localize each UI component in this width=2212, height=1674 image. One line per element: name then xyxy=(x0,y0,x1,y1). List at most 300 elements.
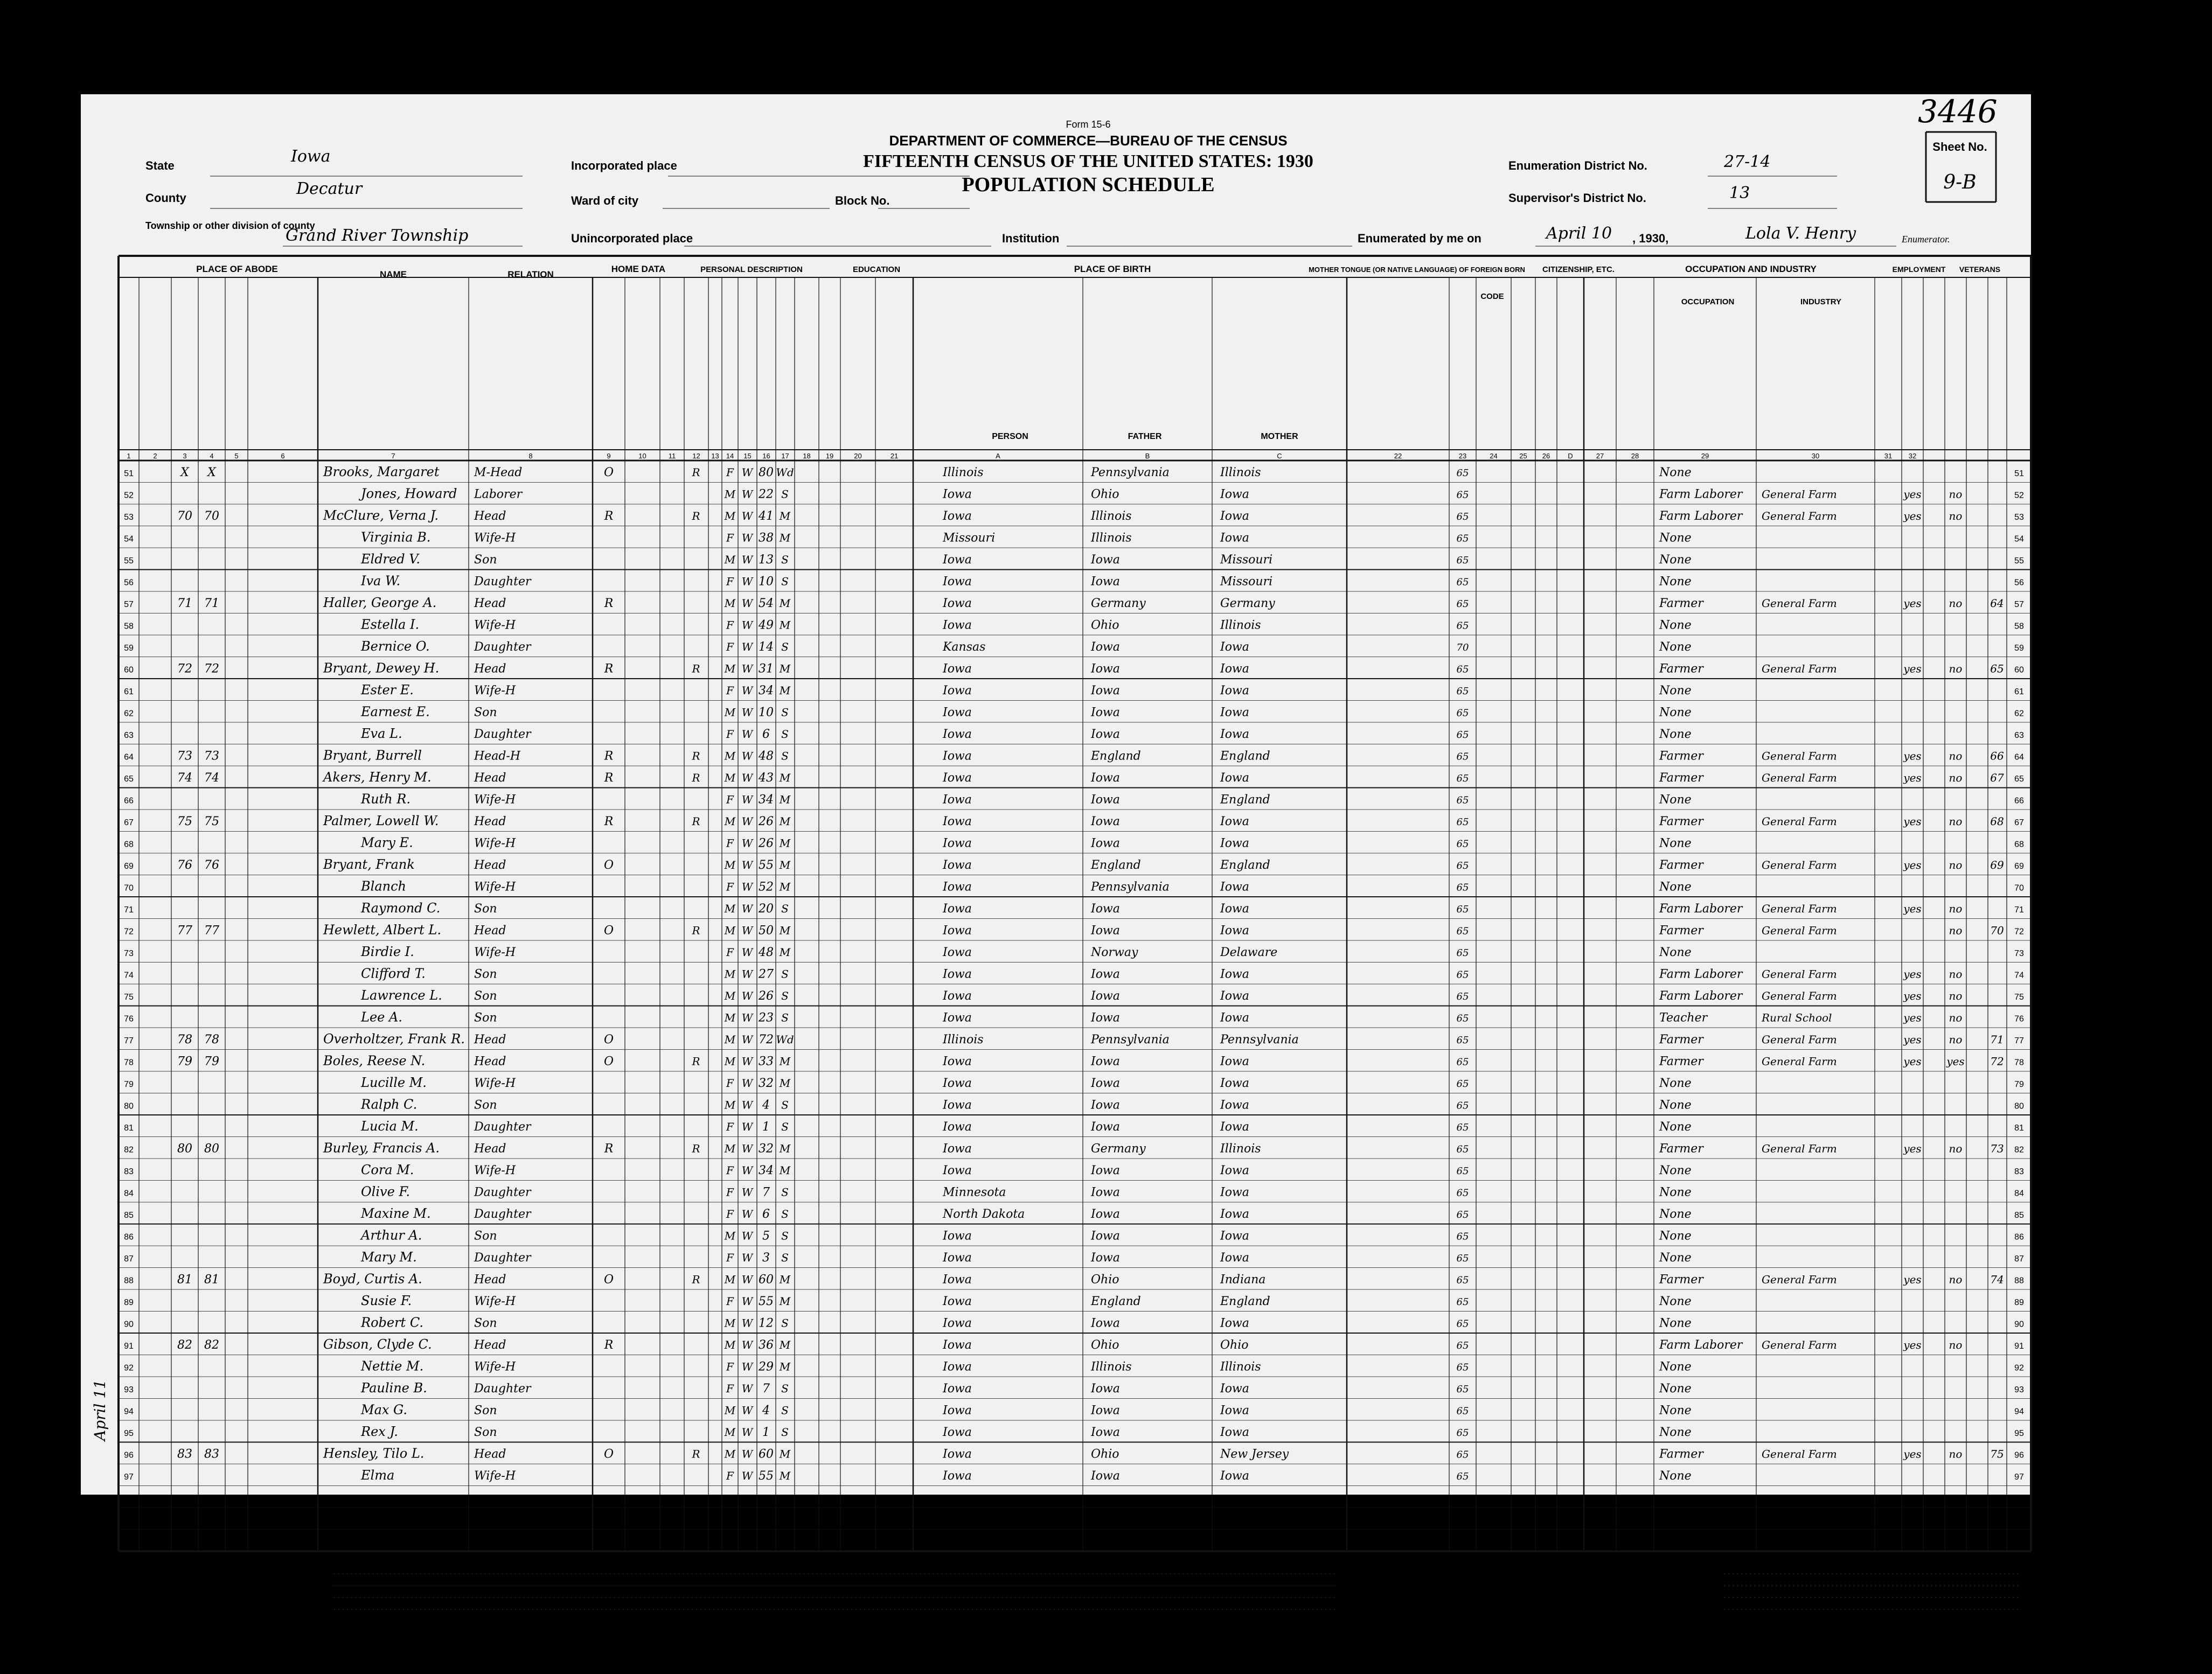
relationship: Head xyxy=(474,815,506,829)
dwelling-number: 71 xyxy=(177,597,192,611)
occupation: Teacher xyxy=(1659,1011,1708,1025)
line-number: 67 xyxy=(124,818,134,828)
employed: yes xyxy=(1903,967,1922,981)
age: 23 xyxy=(759,1011,774,1025)
column-number-15: 15 xyxy=(743,452,752,460)
marital-status: S xyxy=(781,553,789,567)
dwelling-number: 73 xyxy=(177,749,192,763)
veteran: no xyxy=(1949,1447,1963,1461)
industry: General Farm xyxy=(1762,749,1837,763)
line-number-right: 74 xyxy=(2014,971,2024,980)
relationship: Wife-H xyxy=(474,1360,516,1374)
relationship: Daughter xyxy=(474,640,531,654)
birthplace-mother: Iowa xyxy=(1220,815,1249,829)
industry: General Farm xyxy=(1762,902,1837,916)
relationship: Daughter xyxy=(474,575,531,589)
industry: General Farm xyxy=(1762,989,1837,1003)
race: W xyxy=(741,1120,753,1134)
margin-note: April 11 xyxy=(91,1379,109,1441)
birthplace-person: Iowa xyxy=(943,728,972,742)
person-name: Arthur A. xyxy=(361,1227,422,1243)
nativity-code: 65 xyxy=(1456,1078,1469,1090)
relationship: Head xyxy=(474,510,506,524)
veteran: yes xyxy=(1946,1055,1965,1068)
radio-set: R xyxy=(692,1142,700,1155)
birthplace-mother: Illinois xyxy=(1220,466,1261,480)
nativity-code: 65 xyxy=(1456,1122,1469,1134)
birthplace-person: Iowa xyxy=(943,1295,972,1309)
employed: yes xyxy=(1903,989,1922,1003)
age: 4 xyxy=(762,1404,770,1418)
occupation: None xyxy=(1659,1251,1692,1265)
line-number: 51 xyxy=(124,469,134,479)
occupation: Farmer xyxy=(1659,662,1703,676)
relationship: Wife-H xyxy=(474,793,516,807)
sex: F xyxy=(726,1295,734,1308)
birthplace-father: England xyxy=(1091,859,1141,873)
family-number: 80 xyxy=(204,1142,219,1156)
sex: M xyxy=(724,1338,736,1352)
nativity-code: 65 xyxy=(1456,773,1469,785)
tongue-header: MOTHER TONGUE (OR NATIVE LANGUAGE) OF FOREIGN BORN xyxy=(1309,266,1525,274)
ed-value: 27-14 xyxy=(1724,152,1771,171)
race: W xyxy=(741,859,753,872)
marital-status: M xyxy=(779,1338,791,1352)
birthplace-father: England xyxy=(1091,749,1141,763)
birthplace-mother: Iowa xyxy=(1220,902,1249,916)
line-number: 57 xyxy=(124,600,134,610)
occupation: None xyxy=(1659,1077,1692,1091)
veteran: no xyxy=(1949,902,1963,916)
relationship: Head xyxy=(474,924,506,938)
person-name: Boles, Reese N. xyxy=(323,1053,426,1069)
marital-status: M xyxy=(779,1295,791,1308)
birthplace-father: Iowa xyxy=(1091,662,1120,676)
occupation: None xyxy=(1659,553,1692,567)
employed: yes xyxy=(1903,815,1922,828)
birthplace-father: Iowa xyxy=(1091,728,1120,742)
sex: M xyxy=(724,815,736,828)
person-name: Raymond C. xyxy=(361,901,441,916)
dwelling-number: 80 xyxy=(177,1142,192,1156)
age: 7 xyxy=(762,1185,770,1199)
ward-label: Ward of city xyxy=(571,194,639,207)
line-number: 94 xyxy=(124,1407,134,1417)
column-number-29: 29 xyxy=(1701,452,1709,460)
nativity-code: 65 xyxy=(1456,904,1469,916)
birthplace-person: Iowa xyxy=(943,749,972,763)
race: W xyxy=(741,989,753,1003)
age: 32 xyxy=(759,1077,774,1091)
line-number-right: 86 xyxy=(2014,1232,2024,1242)
line-number: 88 xyxy=(124,1276,134,1286)
race: W xyxy=(741,1251,753,1265)
sex: F xyxy=(726,946,734,959)
family-number: 77 xyxy=(204,924,219,938)
form-number: Form 15-6 xyxy=(1066,119,1111,130)
line-number: 63 xyxy=(124,731,134,741)
birthplace-person: Iowa xyxy=(943,1120,972,1134)
relationship: Daughter xyxy=(474,1185,531,1199)
employed: yes xyxy=(1903,1338,1922,1352)
column-number-8: 8 xyxy=(528,452,533,460)
birthplace-person: Iowa xyxy=(943,1404,972,1418)
employed: yes xyxy=(1903,1447,1922,1461)
occupation: None xyxy=(1659,640,1692,654)
person-name: Overholtzer, Frank R. xyxy=(323,1031,465,1047)
sex: M xyxy=(724,1142,736,1155)
nativity-code: 65 xyxy=(1456,1253,1469,1265)
sex: M xyxy=(724,1033,736,1047)
line-number: 65 xyxy=(124,775,134,784)
nativity-code: 65 xyxy=(1456,1143,1469,1155)
township-value: Grand River Township xyxy=(286,226,469,245)
birthplace-mother: Iowa xyxy=(1220,1208,1249,1222)
sex: M xyxy=(724,1404,736,1417)
column-number-16: 16 xyxy=(762,452,770,460)
father-col-header: FATHER xyxy=(1128,432,1162,441)
person-name: Susie F. xyxy=(361,1293,412,1309)
column-number-30: 30 xyxy=(1811,452,1820,460)
home-tenure: O xyxy=(603,1033,614,1047)
race: W xyxy=(741,1011,753,1024)
birthplace-mother: Iowa xyxy=(1220,1185,1249,1199)
line-number: 83 xyxy=(124,1167,134,1177)
race: W xyxy=(741,1164,753,1177)
nativity-code: 65 xyxy=(1456,1013,1469,1024)
relationship: Head xyxy=(474,859,506,873)
marital-status: M xyxy=(779,771,791,785)
birthplace-father: Iowa xyxy=(1091,793,1120,807)
birthplace-father: Pennsylvania xyxy=(1091,1033,1170,1047)
birthplace-person: Iowa xyxy=(943,1142,972,1156)
family-number: 82 xyxy=(204,1338,219,1352)
birthplace-father: Iowa xyxy=(1091,1382,1120,1396)
line-number: 78 xyxy=(124,1058,134,1068)
birthplace-mother: Iowa xyxy=(1220,640,1249,654)
birthplace-mother: Iowa xyxy=(1220,836,1249,850)
family-number: 78 xyxy=(204,1033,219,1047)
dwelling-number: 72 xyxy=(177,662,192,676)
birthplace-mother: Ohio xyxy=(1220,1338,1249,1352)
occupation: Farmer xyxy=(1659,749,1703,763)
marital-status: S xyxy=(781,989,789,1003)
line-number: 66 xyxy=(124,796,134,806)
column-number-7: 7 xyxy=(391,452,395,460)
birthplace-father: Iowa xyxy=(1091,1098,1120,1112)
column-number-9: 9 xyxy=(607,452,611,460)
family-number: 73 xyxy=(204,749,219,763)
radio-set: R xyxy=(692,1055,700,1068)
person-name: Bryant, Frank xyxy=(323,857,415,873)
occupation: None xyxy=(1659,1229,1692,1243)
birthplace-mother: Iowa xyxy=(1220,706,1249,720)
birthplace-mother: Indiana xyxy=(1220,1273,1266,1287)
farm-schedule-number: 65 xyxy=(1990,662,2004,675)
family-number: 70 xyxy=(204,510,219,524)
nativity-code: 65 xyxy=(1456,969,1469,981)
line-number-right: 60 xyxy=(2014,665,2024,675)
relationship: Wife-H xyxy=(474,1164,516,1178)
dwelling-number: 82 xyxy=(177,1338,192,1352)
family-number: X xyxy=(207,466,216,480)
occupation: Farm Laborer xyxy=(1659,510,1743,524)
industry: General Farm xyxy=(1762,597,1837,610)
nativity-code: 65 xyxy=(1456,794,1469,806)
occupation: None xyxy=(1659,1404,1692,1418)
birthplace-person: Iowa xyxy=(943,1251,972,1265)
race: W xyxy=(741,575,753,588)
birthplace-father: England xyxy=(1091,1295,1141,1309)
age: 6 xyxy=(762,1208,770,1222)
farm-schedule-number: 74 xyxy=(1990,1273,2004,1286)
line-number-right: 88 xyxy=(2014,1276,2024,1286)
line-number: 64 xyxy=(124,752,134,762)
home-tenure: R xyxy=(604,510,614,524)
marital-status: S xyxy=(781,1316,789,1330)
radio-set: R xyxy=(692,1273,700,1286)
person-name: Mary E. xyxy=(361,835,413,850)
birthplace-person: North Dakota xyxy=(943,1208,1025,1222)
birthplace-mother: Iowa xyxy=(1220,967,1249,981)
birthplace-father: Iowa xyxy=(1091,706,1120,720)
race: W xyxy=(741,1077,753,1090)
age: 12 xyxy=(759,1316,774,1330)
family-number: 71 xyxy=(204,597,219,611)
race: W xyxy=(741,1273,753,1286)
family-number: 81 xyxy=(204,1273,219,1287)
dwelling-number: 74 xyxy=(177,771,192,785)
person-name: Iva W. xyxy=(361,573,401,589)
marital-status: M xyxy=(779,1142,791,1155)
sex: M xyxy=(724,662,736,675)
race: W xyxy=(741,771,753,785)
veteran: no xyxy=(1949,967,1963,981)
veteran: no xyxy=(1949,771,1963,785)
employed: yes xyxy=(1903,771,1922,785)
race: W xyxy=(741,880,753,894)
nativity-code: 65 xyxy=(1456,468,1469,479)
marital-status: S xyxy=(781,1404,789,1417)
race: W xyxy=(741,1447,753,1461)
race: W xyxy=(741,967,753,981)
column-number-31: 31 xyxy=(1884,452,1893,460)
home-tenure: O xyxy=(603,1273,614,1287)
nativity-code: 65 xyxy=(1456,1296,1469,1308)
relationship: Son xyxy=(474,967,497,981)
line-number-right: 70 xyxy=(2014,883,2024,893)
nativity-code: 70 xyxy=(1456,642,1469,654)
sd-value: 13 xyxy=(1729,184,1750,203)
line-number-right: 61 xyxy=(2014,687,2024,697)
line-number: 85 xyxy=(124,1211,134,1220)
sex: M xyxy=(724,510,736,523)
race: W xyxy=(741,487,753,501)
radio-set: R xyxy=(692,924,700,937)
race: W xyxy=(741,1469,753,1483)
line-number-right: 68 xyxy=(2014,840,2024,849)
line-number: 89 xyxy=(124,1298,134,1308)
person-name: Olive F. xyxy=(361,1184,410,1199)
race: W xyxy=(741,1142,753,1155)
home-tenure: R xyxy=(604,815,614,829)
relationship: Son xyxy=(474,706,497,720)
sex: F xyxy=(726,531,734,545)
birthplace-person: Iowa xyxy=(943,510,972,524)
line-number-right: 63 xyxy=(2014,731,2024,741)
line-number: 82 xyxy=(124,1145,134,1155)
person-name: Bryant, Dewey H. xyxy=(323,660,440,676)
occupation: None xyxy=(1659,1120,1692,1134)
enumerator-label: Enumerator. xyxy=(1902,234,1950,245)
birthplace-person: Iowa xyxy=(943,793,972,807)
line-number-right: 85 xyxy=(2014,1211,2024,1220)
line-number-right: 79 xyxy=(2014,1080,2024,1090)
line-number: 68 xyxy=(124,840,134,849)
abbreviations-title: ABBREVIATIONS TO BE USED IN COLUMNS INDICATED: xyxy=(96,1558,345,1568)
department-title: DEPARTMENT OF COMMERCE—BUREAU OF THE CENSUS xyxy=(889,132,1288,149)
relationship: Head xyxy=(474,662,506,676)
home-tenure: R xyxy=(604,662,614,676)
age: 26 xyxy=(759,815,774,829)
entries-title: ENTRIES ARE REQUIRED IN THE SEVERAL COLUMNS AS FOLLOWS: xyxy=(1392,1571,1679,1580)
sex: F xyxy=(726,466,734,479)
line-number: 54 xyxy=(124,534,134,544)
line-number-right: 51 xyxy=(2014,469,2024,479)
line-number-right: 91 xyxy=(2014,1342,2024,1351)
line-number-right: 55 xyxy=(2014,556,2024,566)
column-number-20: 20 xyxy=(854,452,862,460)
column-number-C: C xyxy=(1277,452,1282,460)
age: 60 xyxy=(759,1273,774,1287)
line-number-right: 100 xyxy=(2012,1538,2027,1547)
occupation: None xyxy=(1659,706,1692,720)
column-number-14: 14 xyxy=(726,452,734,460)
birthplace-person: Iowa xyxy=(943,771,972,785)
occupation-col-header: OCCUPATION xyxy=(1681,297,1735,306)
marital-status: S xyxy=(781,1185,789,1199)
dwelling-number: 76 xyxy=(177,859,192,873)
radio-set: R xyxy=(692,662,700,675)
schedule-form xyxy=(81,93,2031,1624)
birthplace-father: Iowa xyxy=(1091,684,1120,698)
race: W xyxy=(741,924,753,937)
birthplace-father: Iowa xyxy=(1091,1077,1120,1091)
relationship: Son xyxy=(474,1011,497,1025)
line-number: 60 xyxy=(124,665,134,675)
birthplace-mother: Illinois xyxy=(1220,618,1261,632)
line-number: 91 xyxy=(124,1342,134,1351)
occupation: None xyxy=(1659,466,1692,480)
person-name: Palmer, Lowell W. xyxy=(323,813,439,829)
sex: F xyxy=(726,1077,734,1090)
occupation: None xyxy=(1659,684,1692,698)
line-number: 73 xyxy=(124,949,134,959)
birthplace-father: Ohio xyxy=(1091,487,1119,501)
marital-status: S xyxy=(781,1229,789,1243)
birthplace-mother: Iowa xyxy=(1220,1077,1249,1091)
state-label: State xyxy=(145,159,175,172)
ed-label: Enumeration District No. xyxy=(1508,159,1647,172)
family-number: 76 xyxy=(204,859,219,873)
birthplace-person: Iowa xyxy=(943,967,972,981)
sex: M xyxy=(724,1229,736,1243)
birthplace-person: Illinois xyxy=(943,466,984,480)
citizenship-header: CITIZENSHIP, ETC. xyxy=(1542,265,1615,274)
occupation: None xyxy=(1659,1208,1692,1222)
column-number-3: 3 xyxy=(183,452,187,460)
line-number-right: 99 xyxy=(2014,1516,2024,1526)
occupation: Farmer xyxy=(1659,1273,1703,1287)
line-number-right: 87 xyxy=(2014,1254,2024,1264)
person-name: Pauline B. xyxy=(361,1380,427,1396)
marital-status: Wd xyxy=(776,466,794,479)
radio-set: R xyxy=(692,771,700,785)
person-name: Eva L. xyxy=(361,726,402,742)
occupation: None xyxy=(1659,1426,1692,1440)
age: 36 xyxy=(759,1338,774,1352)
veterans-header: VETERANS xyxy=(1959,265,2001,274)
relationship: Head xyxy=(474,1338,506,1352)
birthplace-father: Iowa xyxy=(1091,553,1120,567)
birthplace-person: Iowa xyxy=(943,1338,972,1352)
line-number: 95 xyxy=(124,1429,134,1439)
occupation: None xyxy=(1659,946,1692,960)
race: W xyxy=(741,662,753,675)
birthplace-mother: England xyxy=(1220,1295,1270,1309)
line-number-right: 64 xyxy=(2014,752,2024,762)
birthplace-mother: Iowa xyxy=(1220,531,1249,545)
person-name: Rex J. xyxy=(361,1424,398,1440)
relationship: Laborer xyxy=(474,487,523,501)
sex: F xyxy=(726,728,734,741)
sex: F xyxy=(726,575,734,588)
line-number-right: 82 xyxy=(2014,1145,2024,1155)
birthplace-person: Iowa xyxy=(943,597,972,611)
nativity-code: 65 xyxy=(1456,1166,1469,1177)
relationship: Wife-H xyxy=(474,1077,516,1091)
person-name: Earnest E. xyxy=(361,704,430,720)
line-number: 86 xyxy=(124,1232,134,1242)
race: W xyxy=(741,1229,753,1243)
nativity-code: 65 xyxy=(1456,925,1469,937)
relationship: Head xyxy=(474,1142,506,1156)
birthplace-father: Ohio xyxy=(1091,1273,1119,1287)
farm-schedule-number: 71 xyxy=(1990,1033,2004,1047)
relationship: Daughter xyxy=(474,1382,531,1396)
relationship: Son xyxy=(474,989,497,1003)
birthplace-person: Iowa xyxy=(943,1077,972,1091)
birthplace-person: Iowa xyxy=(943,487,972,501)
birthplace-mother: Iowa xyxy=(1220,1251,1249,1265)
veteran: no xyxy=(1949,662,1963,675)
occupation: None xyxy=(1659,728,1692,742)
relationship: Wife-H xyxy=(474,684,516,698)
enumeration-date: April 10 xyxy=(1546,224,1612,243)
birthplace-father: Iowa xyxy=(1091,771,1120,785)
occupation: Farm Laborer xyxy=(1659,487,1743,501)
line-number: 80 xyxy=(124,1101,134,1111)
radio-set: R xyxy=(692,510,700,523)
person-name: Gibson, Clyde C. xyxy=(323,1337,432,1352)
employed: yes xyxy=(1903,510,1922,523)
person-name: McClure, Verna J. xyxy=(323,508,439,524)
line-number-right: 56 xyxy=(2014,578,2024,588)
radio-set: R xyxy=(692,1447,700,1461)
line-number: 79 xyxy=(124,1080,134,1090)
nativity-code: 65 xyxy=(1456,1056,1469,1068)
occupation: None xyxy=(1659,618,1692,632)
